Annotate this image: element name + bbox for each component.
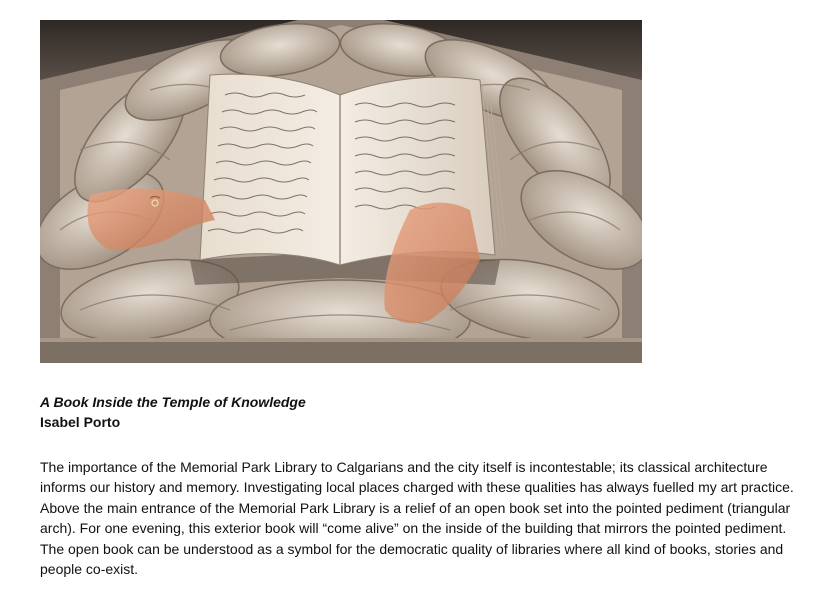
artwork-title: A Book Inside the Temple of Knowledge <box>40 394 306 410</box>
artist-name: Isabel Porto <box>40 414 121 430</box>
artwork-description: The importance of the Memorial Park Library to Calgarians and the city itself is incontestable; its classical architecture informs our history and memory. Investigating local places charged with these qualities has always fuelled my art practice. Above the main entrance of the Memorial Park Library is a relief of an open book set into the pointed pediment (triangular arch). For one evening, this exterior book will “come alive” on the inside of the building that mirrors the pointed pediment. The open book can be understood as a symbol for the democratic quality of libraries where all kind of books, stories and people co-exist. <box>40 459 794 578</box>
open-book-relief-illustration <box>40 20 642 363</box>
artwork-image <box>40 20 642 363</box>
